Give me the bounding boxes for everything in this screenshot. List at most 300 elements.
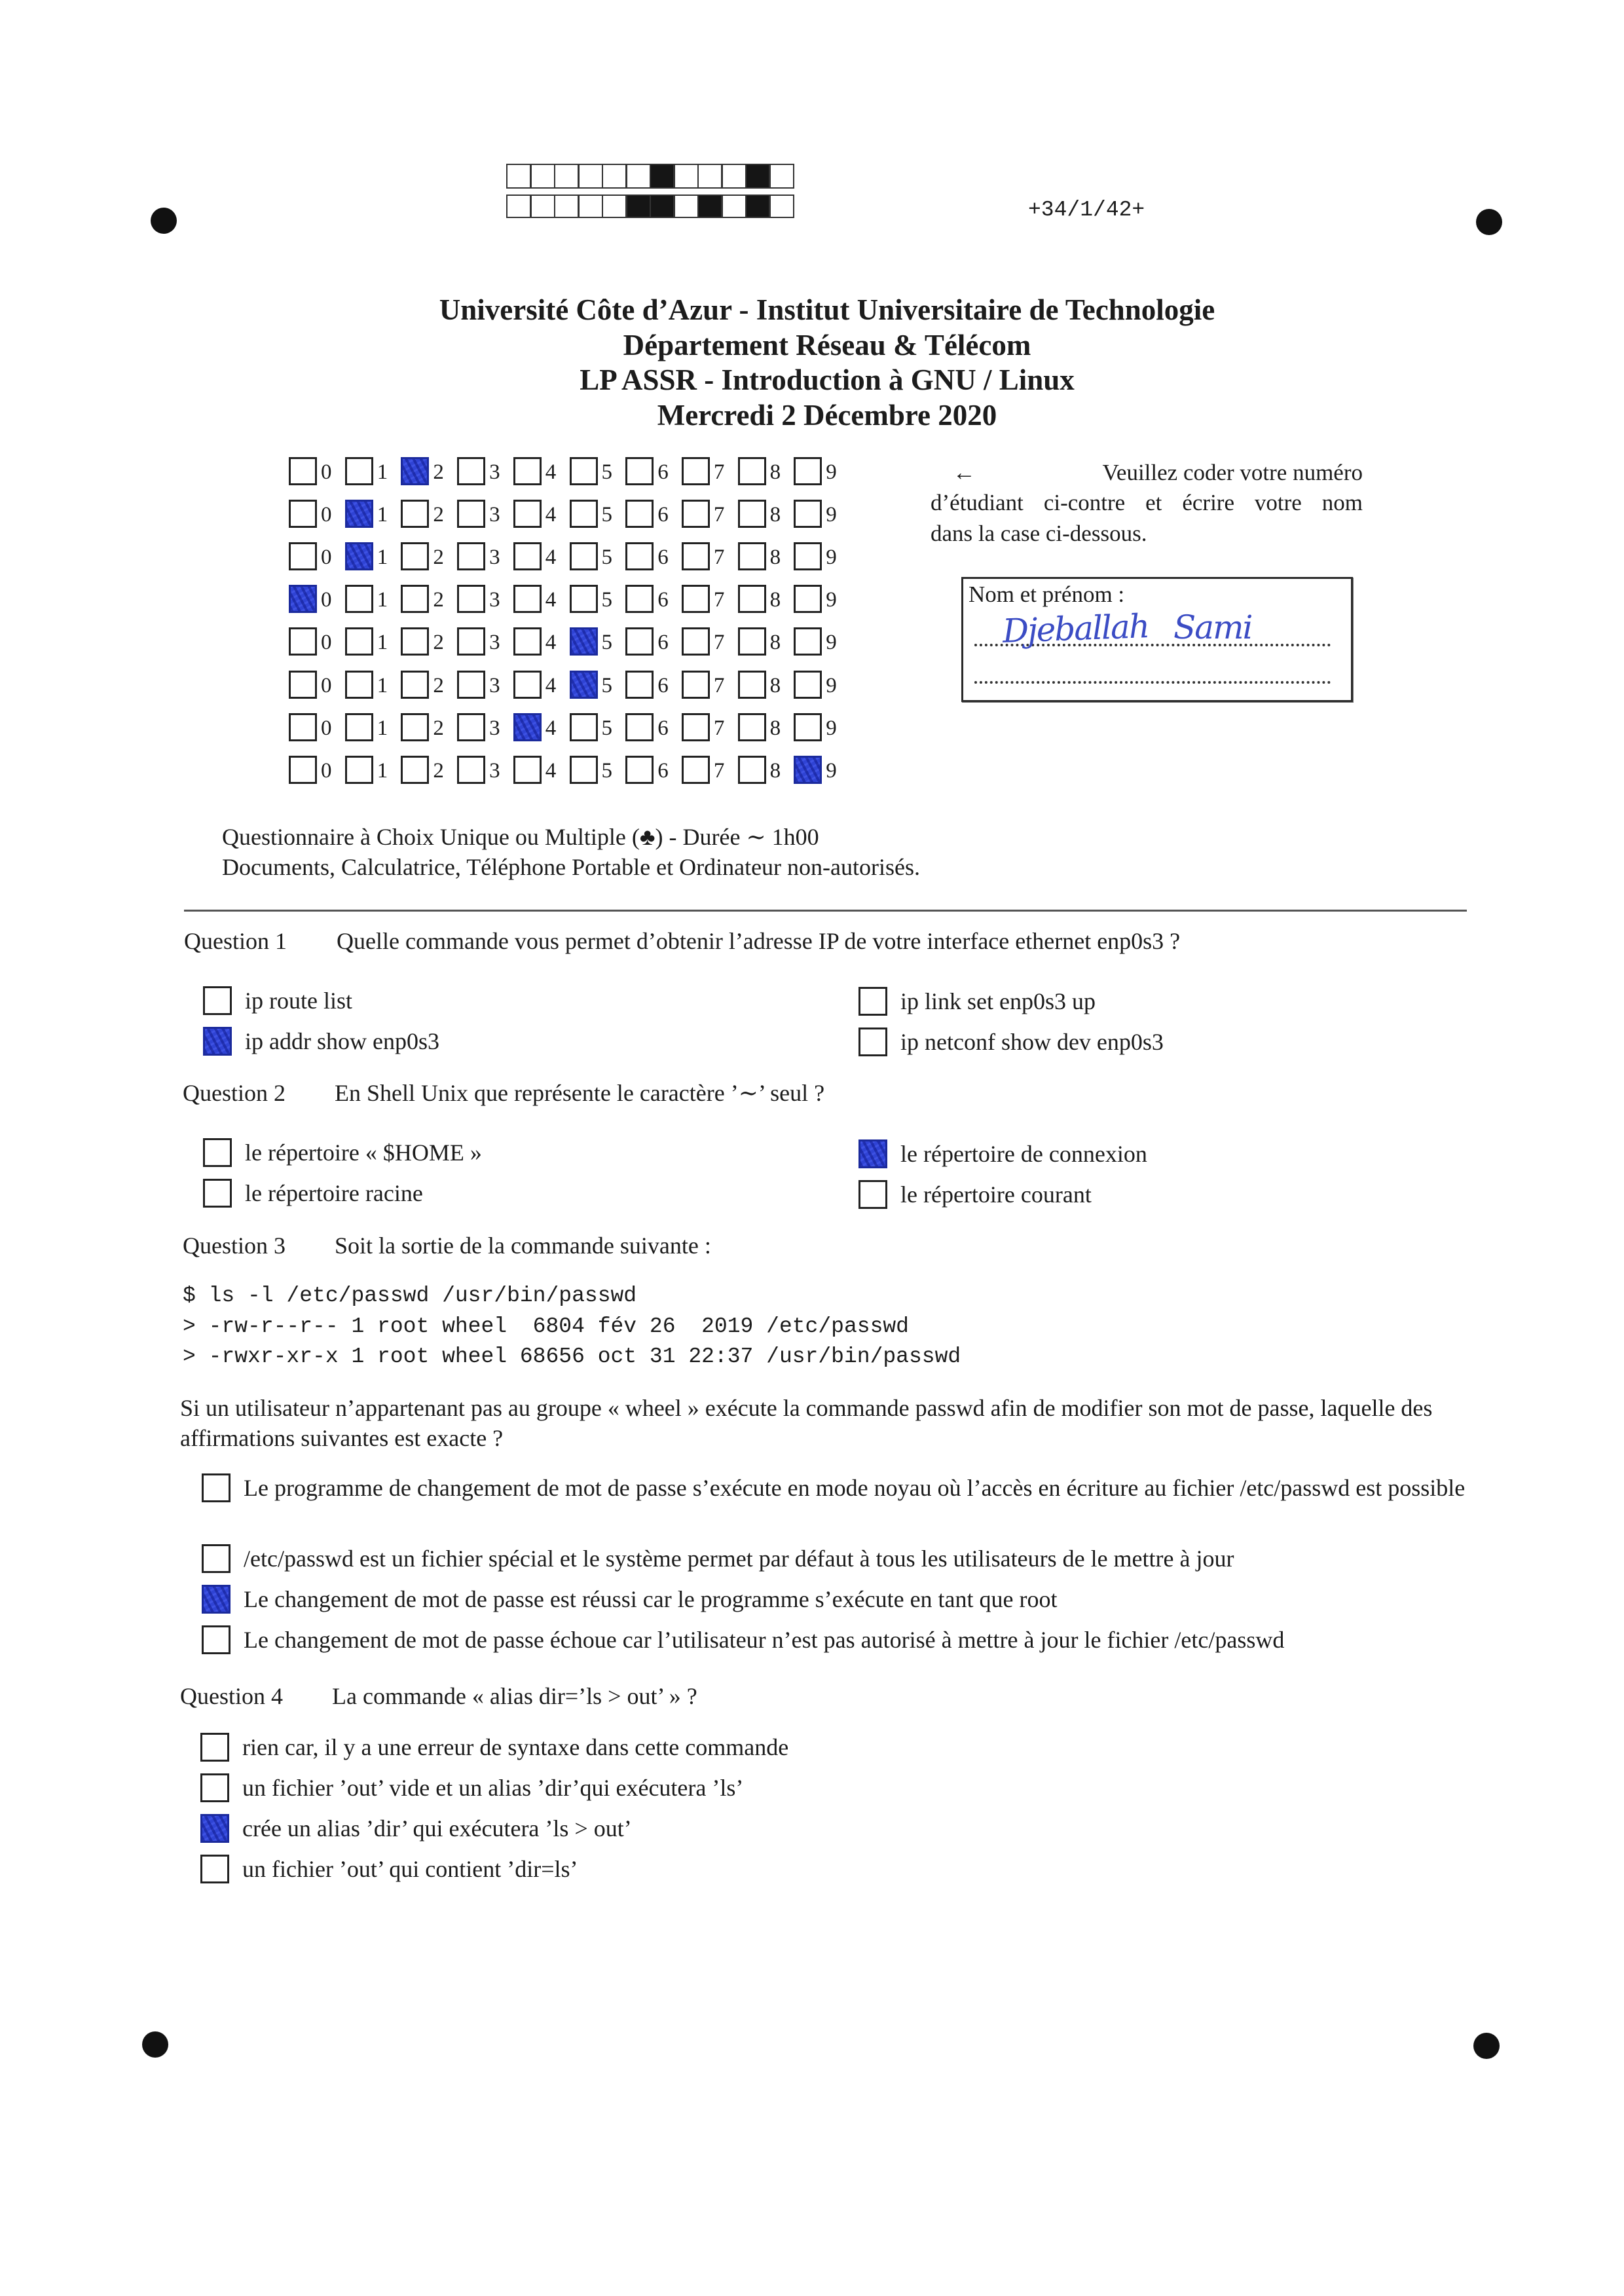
student-id-digit-label: 9 [826, 758, 837, 783]
answer-text: ip link set enp0s3 up [900, 988, 1096, 1014]
student-id-checkbox[interactable] [570, 756, 598, 784]
student-id-cell [570, 671, 625, 699]
student-id-cell [513, 457, 568, 486]
student-id-cell [401, 627, 456, 656]
student-id-cell [513, 542, 568, 571]
student-id-cell [794, 500, 849, 528]
student-id-checkbox[interactable] [457, 756, 485, 784]
registration-mark-top-right [1476, 209, 1502, 235]
code-cell [674, 194, 699, 218]
student-id-cell [401, 542, 456, 571]
left-arrow-icon: ← [953, 460, 976, 485]
student-id-digit-label: 4 [545, 503, 557, 527]
student-id-checkbox[interactable] [345, 756, 373, 784]
student-id-checkbox[interactable] [513, 756, 542, 784]
student-id-digit-label: 1 [377, 758, 388, 783]
code-cell [650, 164, 674, 189]
student-id-checkbox[interactable] [401, 585, 429, 613]
student-id-checkbox[interactable] [794, 756, 822, 784]
code-cell [626, 194, 651, 218]
student-id-digit-label: 5 [601, 503, 612, 527]
student-id-checkbox[interactable] [345, 585, 373, 613]
student-id-checkbox[interactable] [625, 585, 654, 613]
student-id-cell [625, 542, 680, 571]
student-id-cell [345, 585, 400, 614]
code-cell [506, 194, 531, 218]
student-id-digit-label: 1 [377, 546, 388, 570]
student-id-checkbox[interactable] [738, 756, 766, 784]
student-id-checkbox[interactable] [401, 457, 429, 485]
student-id-cell [345, 627, 400, 656]
student-id-checkbox[interactable] [682, 713, 710, 741]
student-id-checkbox[interactable] [289, 542, 317, 570]
student-id-checkbox[interactable] [289, 457, 317, 485]
student-id-digit-label: 6 [657, 546, 669, 570]
student-id-checkbox[interactable] [457, 671, 485, 699]
student-id-cell [682, 671, 737, 699]
code-cell [745, 164, 770, 189]
answer-text: le répertoire de connexion [900, 1141, 1147, 1167]
code-line: > -rw-r--r-- 1 root wheel 6804 fév 26 2019 /etc/passwd [183, 1314, 909, 1339]
answer-text: ip netconf show dev enp0s3 [900, 1029, 1164, 1055]
code-cell [650, 194, 674, 218]
instructions-line-3: dans la case ci-dessous. [931, 521, 1147, 546]
student-id-digit-label: 2 [433, 503, 444, 527]
instructions-line-1 [931, 458, 1363, 487]
student-id-cell [738, 627, 793, 656]
student-id-checkbox[interactable] [570, 457, 598, 485]
student-id-cell [289, 756, 344, 785]
student-id-checkbox[interactable] [513, 585, 542, 613]
student-id-digit-label: 5 [601, 631, 612, 655]
code-cell [722, 194, 747, 218]
student-id-checkbox[interactable] [682, 671, 710, 699]
answer-checkbox[interactable] [858, 987, 887, 1016]
code-cell [674, 164, 699, 189]
answer-checkbox[interactable] [202, 1544, 231, 1573]
answer-checkbox[interactable] [200, 1773, 229, 1802]
student-id-cell [457, 457, 512, 486]
code-cell [554, 164, 579, 189]
student-id-digit-label: 5 [601, 460, 612, 484]
student-id-cell [513, 713, 568, 742]
code-cell [578, 164, 603, 189]
question-label: Question 2 [183, 1080, 286, 1106]
student-id-checkbox[interactable] [345, 457, 373, 485]
student-id-digit-label: 3 [489, 758, 500, 783]
answer-text: le répertoire racine [245, 1180, 423, 1206]
student-id-cell [794, 542, 849, 571]
answer-checkbox[interactable] [203, 1138, 232, 1167]
student-id-digit-label: 0 [321, 460, 332, 484]
student-id-cell [794, 713, 849, 742]
student-id-checkbox[interactable] [289, 500, 317, 528]
student-id-digit-label: 5 [601, 546, 612, 570]
student-id-checkbox[interactable] [625, 713, 654, 741]
student-id-checkbox[interactable] [625, 500, 654, 528]
student-id-checkbox[interactable] [513, 457, 542, 485]
student-id-cell [345, 542, 400, 571]
question-label: Question 3 [183, 1232, 286, 1259]
divider [184, 910, 1467, 912]
student-id-checkbox[interactable] [401, 500, 429, 528]
student-id-cell [570, 585, 625, 614]
answer-checkbox[interactable] [202, 1585, 231, 1614]
answer-text: Le changement de mot de passe échoue car l’utilisateur n’est pas autorisé à mettre à jour le fichier /etc/passwd [244, 1627, 1285, 1653]
student-id-checkbox[interactable] [570, 713, 598, 741]
student-id-digit-label: 7 [713, 631, 725, 655]
student-id-cell [738, 500, 793, 528]
student-id-checkbox[interactable] [738, 585, 766, 613]
student-id-digit-label: 8 [769, 758, 781, 783]
student-id-digit-label: 6 [657, 588, 669, 612]
student-id-digit-label: 2 [433, 716, 444, 740]
student-id-checkbox[interactable] [457, 457, 485, 485]
handwritten-first-name: Sami [1173, 608, 1252, 646]
student-id-checkbox[interactable] [345, 627, 373, 656]
student-id-cell [289, 627, 344, 656]
student-id-digit-label: 1 [377, 503, 388, 527]
code-line: > -rwxr-xr-x 1 root wheel 68656 oct 31 22:37 /usr/bin/passwd [183, 1344, 961, 1369]
student-id-digit-label: 5 [601, 716, 612, 740]
student-id-checkbox[interactable] [570, 627, 598, 656]
student-id-cell [794, 627, 849, 656]
student-id-cell [738, 542, 793, 571]
answer-checkbox[interactable] [200, 1733, 229, 1762]
student-id-checkbox[interactable] [513, 671, 542, 699]
student-id-checkbox[interactable] [513, 627, 542, 656]
student-id-cell [401, 457, 456, 486]
student-id-digit-label: 4 [545, 546, 557, 570]
student-id-cell [794, 585, 849, 614]
student-id-digit-label: 8 [769, 588, 781, 612]
code-line: $ ls -l /etc/passwd /usr/bin/passwd [183, 1284, 637, 1308]
student-id-checkbox[interactable] [345, 671, 373, 699]
answer-text: un fichier ’out’ vide et un alias ’dir’qui exécutera ’ls’ [242, 1775, 744, 1801]
student-id-checkbox[interactable] [289, 756, 317, 784]
student-id-checkbox[interactable] [513, 500, 542, 528]
student-id-digit-label: 3 [489, 631, 500, 655]
student-id-digit-label: 0 [321, 716, 332, 740]
student-id-digit-label: 5 [601, 673, 612, 697]
student-id-digit-label: 5 [601, 758, 612, 783]
registration-mark-bottom-right [1473, 2033, 1500, 2059]
student-id-digit-label: 6 [657, 758, 669, 783]
answer-checkbox[interactable] [858, 1139, 887, 1168]
student-id-checkbox[interactable] [682, 500, 710, 528]
student-id-checkbox[interactable] [401, 627, 429, 656]
student-id-digit-label: 0 [321, 588, 332, 612]
answer-text: le répertoire courant [900, 1181, 1092, 1208]
code-cell [722, 164, 747, 189]
student-id-digit-label: 9 [826, 546, 837, 570]
answer-text: /etc/passwd est un fichier spécial et le système permet par défaut à tous les utilisateurs de le mettre à jour [244, 1546, 1234, 1572]
student-id-digit-label: 4 [545, 758, 557, 783]
student-id-digit-label: 7 [713, 503, 725, 527]
code-cell [530, 164, 555, 189]
student-id-digit-label: 6 [657, 673, 669, 697]
student-id-cell [345, 457, 400, 486]
student-id-digit-label: 8 [769, 460, 781, 484]
student-id-checkbox[interactable] [625, 756, 654, 784]
student-id-cell [345, 671, 400, 699]
student-id-digit-label: 4 [545, 588, 557, 612]
name-field-label: Nom et prénom : [969, 582, 1125, 607]
answer-text: ip addr show enp0s3 [245, 1028, 439, 1054]
student-id-digit-label: 8 [769, 503, 781, 527]
code-cell [769, 194, 794, 218]
student-id-cell [457, 627, 512, 656]
student-id-cell [289, 542, 344, 571]
student-id-checkbox[interactable] [794, 627, 822, 656]
student-id-checkbox[interactable] [625, 542, 654, 570]
student-id-cell [345, 756, 400, 785]
code-cell [769, 164, 794, 189]
student-id-checkbox[interactable] [345, 713, 373, 741]
student-id-cell [401, 713, 456, 742]
student-id-digit-label: 9 [826, 588, 837, 612]
student-id-digit-label: 8 [769, 716, 781, 740]
student-id-digit-label: 2 [433, 631, 444, 655]
header [434, 293, 1220, 433]
answer-checkbox[interactable] [202, 1473, 231, 1502]
student-id-digit-label: 0 [321, 503, 332, 527]
student-id-checkbox[interactable] [513, 542, 542, 570]
student-id-digit-label: 6 [657, 631, 669, 655]
answer-checkbox[interactable] [203, 986, 232, 1015]
student-id-digit-label: 2 [433, 758, 444, 783]
answer-text: Le changement de mot de passe est réussi car le programme s’exécute en tant que root [244, 1586, 1058, 1612]
student-id-checkbox[interactable] [401, 542, 429, 570]
student-id-cell [401, 585, 456, 614]
student-id-digit-label: 7 [713, 588, 725, 612]
student-id-checkbox[interactable] [289, 713, 317, 741]
instructions-line-2: d’étudiant ci-contre et écrire votre nom [931, 490, 1363, 515]
student-id-digit-label: 5 [601, 588, 612, 612]
student-id-digit-label: 9 [826, 503, 837, 527]
question-label: Question 1 [184, 928, 287, 954]
answer-text: le répertoire « $HOME » [245, 1139, 482, 1166]
answer-checkbox[interactable] [858, 1028, 887, 1056]
header-date: Mercredi 2 Décembre 2020 [657, 398, 997, 432]
student-id-cell [570, 713, 625, 742]
student-id-cell [738, 457, 793, 486]
answer-text: Le programme de changement de mot de passe s’exécute en mode noyau où l’accès en écriture au fichier /etc/passwd est possible [244, 1475, 1466, 1501]
student-id-checkbox[interactable] [794, 585, 822, 613]
question-text: Soit la sortie de la commande suivante : [335, 1232, 711, 1259]
student-id-cell [570, 627, 625, 656]
code-cell [602, 194, 627, 218]
code-cell [697, 194, 722, 218]
question-label: Question 4 [180, 1683, 283, 1709]
student-id-checkbox[interactable] [738, 713, 766, 741]
student-id-checkbox[interactable] [738, 671, 766, 699]
answer-checkbox[interactable] [200, 1855, 229, 1883]
student-id-digit-label: 3 [489, 588, 500, 612]
student-id-digit-label: 7 [713, 546, 725, 570]
student-id-digit-label: 6 [657, 460, 669, 484]
student-id-cell [401, 671, 456, 699]
student-id-cell [289, 713, 344, 742]
student-id-checkbox[interactable] [625, 457, 654, 485]
student-id-cell [625, 671, 680, 699]
student-id-digit-label: 0 [321, 546, 332, 570]
student-id-cell [289, 457, 344, 486]
answer-checkbox[interactable] [200, 1814, 229, 1843]
student-id-checkbox[interactable] [289, 671, 317, 699]
student-id-cell [513, 756, 568, 785]
student-id-checkbox[interactable] [401, 671, 429, 699]
student-id-cell [625, 627, 680, 656]
answer-checkbox[interactable] [203, 1179, 232, 1208]
question-text: Quelle commande vous permet d’obtenir l’adresse IP de votre interface ethernet enp0s3 ? [337, 928, 1181, 954]
student-id-checkbox[interactable] [457, 627, 485, 656]
student-id-cell [570, 457, 625, 486]
student-id-digit-label: 2 [433, 460, 444, 484]
student-id-digit-label: 3 [489, 716, 500, 740]
code-cell [697, 164, 722, 189]
student-id-checkbox[interactable] [401, 756, 429, 784]
student-id-cell [289, 500, 344, 528]
student-id-checkbox[interactable] [682, 756, 710, 784]
student-id-checkbox[interactable] [794, 457, 822, 485]
code-cell [745, 194, 770, 218]
student-id-cell [457, 671, 512, 699]
student-id-digit-label: 7 [713, 716, 725, 740]
student-id-digit-label: 3 [489, 503, 500, 527]
student-id-digit-label: 3 [489, 673, 500, 697]
header-institution: Université Côte d’Azur - Institut Universitaire de Technologie [439, 293, 1215, 326]
student-id-checkbox[interactable] [289, 585, 317, 613]
student-id-digit-label: 8 [769, 546, 781, 570]
answer-checkbox[interactable] [202, 1625, 231, 1654]
student-id-checkbox[interactable] [682, 627, 710, 656]
student-id-digit-label: 9 [826, 716, 837, 740]
name-field[interactable] [961, 577, 1353, 702]
answer-checkbox[interactable] [858, 1180, 887, 1209]
student-id-cell [682, 585, 737, 614]
student-id-cell [401, 500, 456, 528]
student-id-cell [738, 585, 793, 614]
student-id-checkbox[interactable] [457, 500, 485, 528]
student-id-digit-label: 9 [826, 631, 837, 655]
student-id-digit-label: 1 [377, 588, 388, 612]
student-id-cell [625, 457, 680, 486]
student-id-cell [682, 713, 737, 742]
student-id-grid [289, 457, 837, 798]
student-id-checkbox[interactable] [682, 542, 710, 570]
student-id-digit-label: 9 [826, 673, 837, 697]
student-id-checkbox[interactable] [738, 500, 766, 528]
student-id-checkbox[interactable] [682, 457, 710, 485]
student-id-digit-label: 9 [826, 460, 837, 484]
student-id-checkbox[interactable] [738, 627, 766, 656]
student-id-checkbox[interactable] [345, 542, 373, 570]
student-id-checkbox[interactable] [345, 500, 373, 528]
student-id-checkbox[interactable] [570, 500, 598, 528]
registration-mark-top-left [151, 208, 177, 234]
student-id-digit-label: 0 [321, 758, 332, 783]
student-id-checkbox[interactable] [682, 585, 710, 613]
answer-text: ip route list [245, 988, 352, 1014]
student-id-checkbox[interactable] [457, 585, 485, 613]
student-id-cell [794, 756, 849, 785]
student-id-checkbox[interactable] [738, 542, 766, 570]
student-id-checkbox[interactable] [513, 713, 542, 741]
student-id-cell [794, 457, 849, 486]
student-id-cell [625, 500, 680, 528]
code-cell [626, 164, 651, 189]
student-id-checkbox[interactable] [289, 627, 317, 656]
code-cell [554, 194, 579, 218]
student-id-digit-label: 3 [489, 460, 500, 484]
exam-rules: Documents, Calculatrice, Téléphone Portable et Ordinateur non-autorisés. [222, 854, 920, 880]
student-id-digit-label: 1 [377, 716, 388, 740]
student-id-cell [682, 542, 737, 571]
student-id-cell [513, 585, 568, 614]
student-id-digit-label: 3 [489, 546, 500, 570]
instructions-text-1: Veuillez coder votre numéro [1102, 460, 1363, 485]
student-id-digit-label: 0 [321, 673, 332, 697]
student-id-checkbox[interactable] [570, 671, 598, 699]
student-id-checkbox[interactable] [570, 542, 598, 570]
student-id-checkbox[interactable] [794, 713, 822, 741]
student-id-checkbox[interactable] [625, 627, 654, 656]
question-text: En Shell Unix que représente le caractère ’∼’ seul ? [335, 1080, 825, 1106]
code-cell [602, 164, 627, 189]
answer-checkbox[interactable] [203, 1027, 232, 1056]
question-prompt: Si un utilisateur n’appartenant pas au groupe « wheel » exécute la commande passwd afin de modifier son mot de passe, laquelle des affirmations suivantes est exacte ? [180, 1395, 1433, 1451]
page-id-code: +34/1/42+ [1028, 198, 1145, 222]
student-id-cell [570, 756, 625, 785]
handwritten-last-name: Djeballah [1002, 607, 1149, 650]
student-id-digit-label: 1 [377, 673, 388, 697]
student-id-digit-label: 1 [377, 631, 388, 655]
student-id-digit-label: 4 [545, 460, 557, 484]
student-id-cell [401, 756, 456, 785]
student-id-checkbox[interactable] [401, 713, 429, 741]
header-course: LP ASSR - Introduction à GNU / Linux [580, 363, 1075, 396]
student-id-digit-label: 1 [377, 460, 388, 484]
student-id-checkbox[interactable] [794, 542, 822, 570]
student-id-checkbox[interactable] [570, 585, 598, 613]
student-id-cell [513, 500, 568, 528]
student-id-checkbox[interactable] [457, 713, 485, 741]
answer-text: crée un alias ’dir’ qui exécutera ’ls > out’ [242, 1815, 632, 1842]
student-id-cell [345, 713, 400, 742]
code-cell [530, 194, 555, 218]
student-id-checkbox[interactable] [794, 500, 822, 528]
student-id-cell [457, 713, 512, 742]
student-id-cell [345, 500, 400, 528]
header-department: Département Réseau & Télécom [623, 328, 1031, 361]
student-id-cell [738, 713, 793, 742]
student-id-cell [457, 585, 512, 614]
student-id-digit-label: 4 [545, 716, 557, 740]
answer-text: un fichier ’out’ qui contient ’dir=ls’ [242, 1856, 578, 1882]
student-id-checkbox[interactable] [625, 671, 654, 699]
student-id-checkbox[interactable] [738, 457, 766, 485]
student-id-cell [289, 671, 344, 699]
student-id-cell [625, 585, 680, 614]
student-id-cell [289, 585, 344, 614]
student-id-digit-label: 2 [433, 673, 444, 697]
student-id-checkbox[interactable] [794, 671, 822, 699]
student-id-digit-label: 7 [713, 673, 725, 697]
student-id-checkbox[interactable] [457, 542, 485, 570]
student-id-cell [625, 756, 680, 785]
question-text: La commande « alias dir=’ls > out’ » ? [332, 1683, 697, 1709]
